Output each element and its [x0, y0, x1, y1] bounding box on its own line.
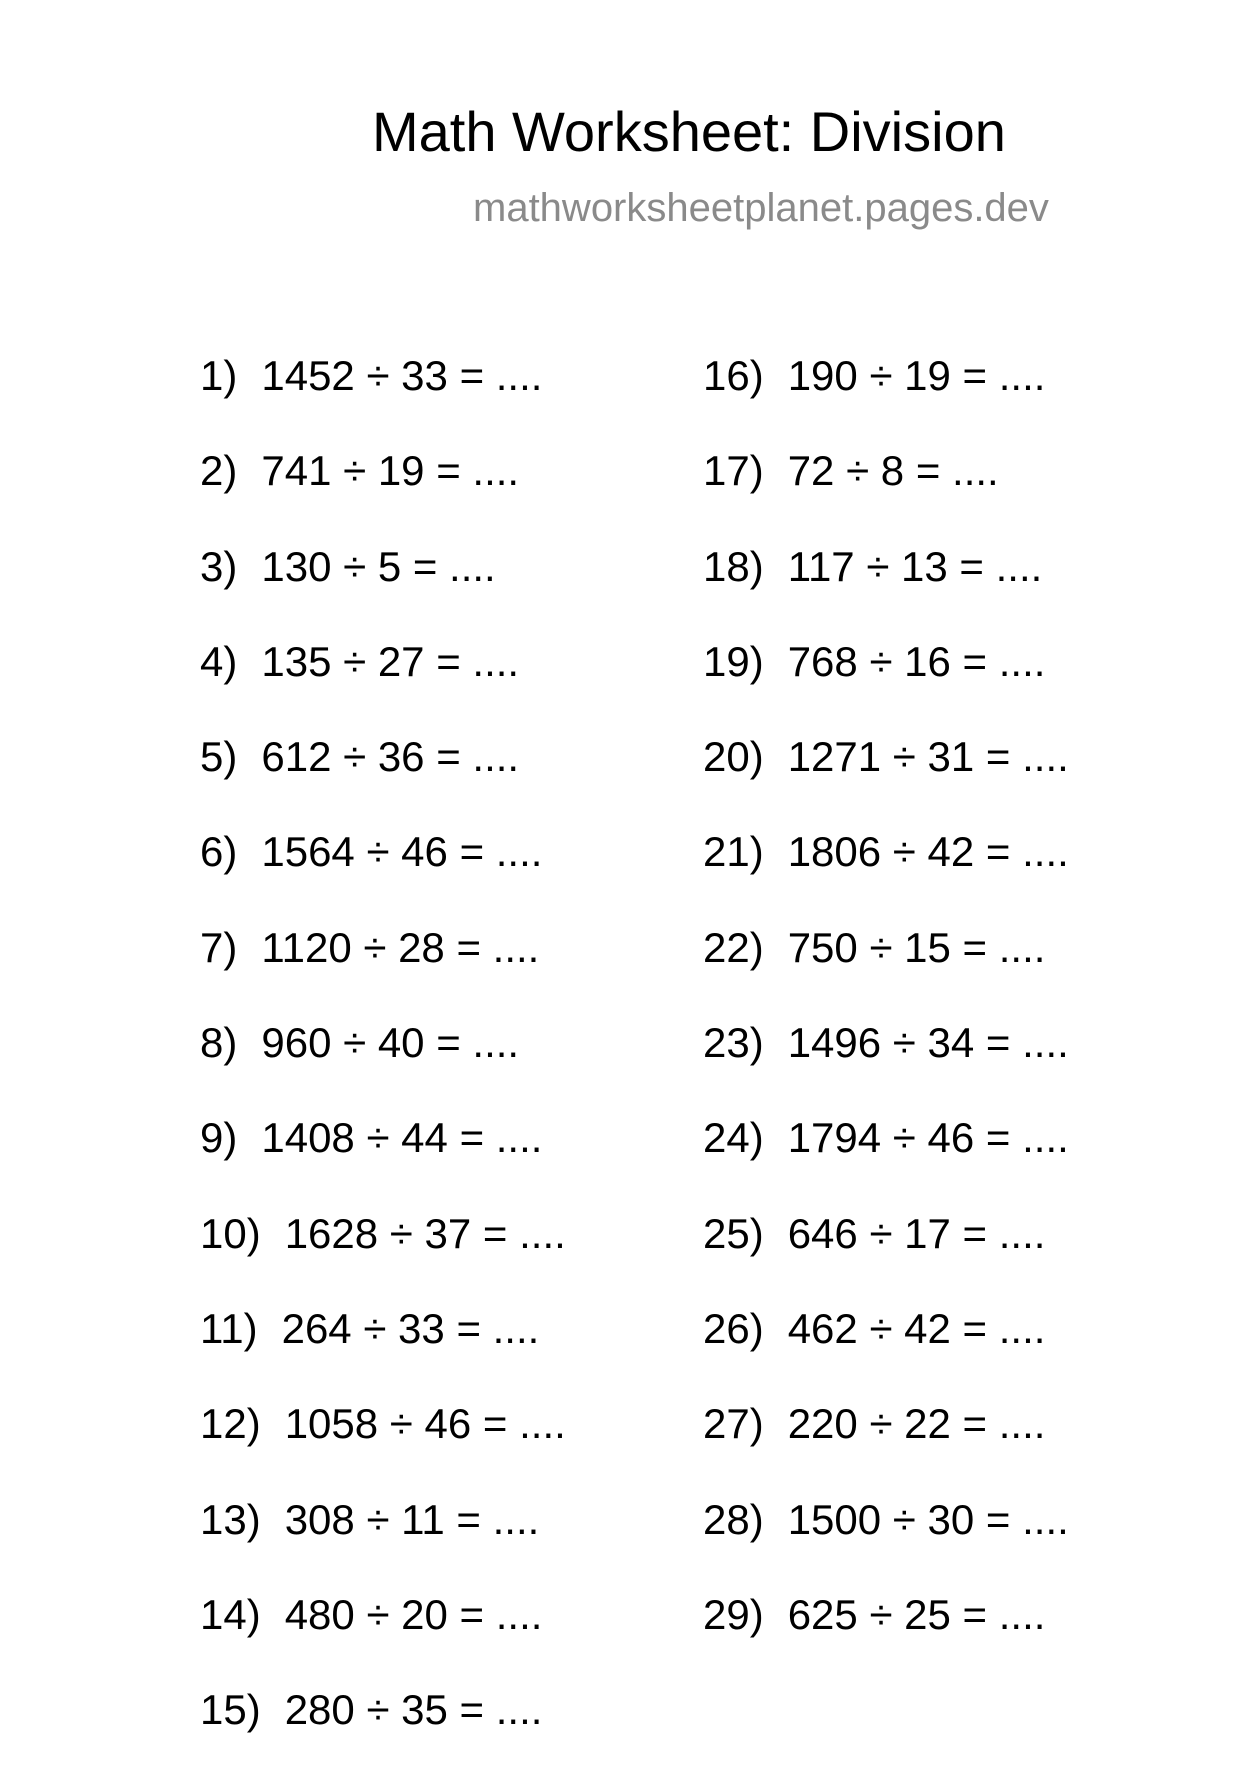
problem-number: 14)	[200, 1590, 261, 1638]
page-title: Math Worksheet: Division	[372, 100, 1006, 163]
problem-item	[200, 733, 566, 828]
problem-expression: 280 ÷ 35 = ....	[284, 1686, 543, 1734]
problem-item	[703, 447, 1069, 542]
source-url: mathworksheetplanet.pages.dev	[473, 186, 1049, 230]
problem-number: 3)	[200, 542, 238, 590]
problem-expression: 135 ÷ 27 = ....	[261, 637, 520, 685]
problem-item	[703, 1591, 1069, 1686]
problem-item	[200, 1305, 566, 1400]
problem-number: 4)	[200, 637, 238, 685]
problem-item	[703, 543, 1069, 638]
problem-number: 29)	[703, 1590, 764, 1638]
problem-expression: 190 ÷ 19 = ....	[787, 352, 1046, 399]
problem-item	[200, 352, 566, 447]
problem-item	[200, 1591, 566, 1686]
problem-item	[703, 638, 1069, 733]
problem-number: 18)	[703, 542, 764, 590]
problem-item	[703, 1400, 1069, 1495]
problem-expression: 1496 ÷ 34 = ....	[787, 1019, 1069, 1067]
problem-item	[703, 1210, 1069, 1305]
problem-item	[200, 1496, 566, 1591]
problem-item	[703, 733, 1069, 828]
problem-item	[200, 1019, 566, 1114]
problem-expression: 741 ÷ 19 = ....	[261, 447, 520, 495]
problem-expression: 462 ÷ 42 = ....	[787, 1304, 1046, 1352]
problem-expression: 768 ÷ 16 = ....	[787, 637, 1046, 685]
problem-expression: 1120 ÷ 28 = ....	[261, 923, 540, 971]
problem-expression: 625 ÷ 25 = ....	[787, 1590, 1046, 1638]
problem-number: 21)	[703, 828, 764, 876]
problem-number: 5)	[200, 733, 238, 781]
problem-number: 20)	[703, 733, 764, 781]
problem-expression: 960 ÷ 40 = ....	[261, 1019, 520, 1067]
problem-item	[200, 1400, 566, 1495]
problem-expression: 220 ÷ 22 = ....	[787, 1400, 1046, 1448]
problem-expression: 1794 ÷ 46 = ....	[787, 1114, 1069, 1162]
problem-number: 27)	[703, 1400, 764, 1448]
problem-number: 16)	[703, 352, 764, 399]
problem-expression: 1564 ÷ 46 = ....	[261, 828, 543, 876]
problem-expression: 308 ÷ 11 = ....	[284, 1495, 540, 1543]
problem-expression: 646 ÷ 17 = ....	[787, 1209, 1046, 1257]
problem-expression: 72 ÷ 8 = ....	[787, 447, 999, 495]
problem-item	[703, 1114, 1069, 1209]
problem-item	[200, 924, 566, 1019]
problem-expression: 1058 ÷ 46 = ....	[284, 1400, 566, 1448]
problem-item	[200, 638, 566, 733]
problem-expression: 117 ÷ 13 = ....	[787, 542, 1043, 590]
problem-number: 17)	[703, 447, 764, 495]
problem-item	[703, 828, 1069, 923]
problem-item	[703, 1019, 1069, 1114]
problem-number: 22)	[703, 923, 764, 971]
problem-number: 28)	[703, 1495, 764, 1543]
problem-item	[200, 543, 566, 638]
problem-expression: 1806 ÷ 42 = ....	[787, 828, 1069, 876]
problem-number: 13)	[200, 1495, 261, 1543]
problem-number: 9)	[200, 1114, 238, 1162]
problem-item	[703, 924, 1069, 1019]
problem-number: 23)	[703, 1019, 764, 1067]
problem-item	[200, 1114, 566, 1209]
problem-expression: 1500 ÷ 30 = ....	[787, 1495, 1069, 1543]
problem-number: 1)	[200, 352, 238, 399]
problem-expression: 480 ÷ 20 = ....	[284, 1590, 543, 1638]
problem-number: 7)	[200, 923, 238, 971]
problem-expression: 750 ÷ 15 = ....	[787, 923, 1046, 971]
problem-item	[703, 352, 1069, 447]
problem-expression: 264 ÷ 33 = ....	[281, 1304, 540, 1352]
problem-number: 6)	[200, 828, 238, 876]
problem-column-right	[703, 352, 1069, 1686]
problem-expression: 1271 ÷ 31 = ....	[787, 733, 1069, 781]
problem-number: 12)	[200, 1400, 261, 1448]
problem-number: 11)	[200, 1304, 258, 1352]
problem-number: 10)	[200, 1209, 261, 1257]
problem-number: 19)	[703, 637, 764, 685]
problem-expression: 130 ÷ 5 = ....	[261, 542, 496, 590]
problem-number: 25)	[703, 1209, 764, 1257]
problem-expression: 1408 ÷ 44 = ....	[261, 1114, 543, 1162]
problem-item	[200, 447, 566, 542]
problem-column-left	[200, 352, 566, 1781]
problem-expression: 612 ÷ 36 = ....	[261, 733, 520, 781]
problem-expression: 1452 ÷ 33 = ....	[261, 352, 543, 399]
problem-expression: 1628 ÷ 37 = ....	[284, 1209, 566, 1257]
problem-item	[200, 1686, 566, 1781]
problem-number: 2)	[200, 447, 238, 495]
problem-item	[200, 1210, 566, 1305]
problem-item	[200, 828, 566, 923]
problem-number: 26)	[703, 1304, 764, 1352]
problem-number: 15)	[200, 1686, 261, 1734]
problem-number: 8)	[200, 1019, 238, 1067]
problem-item	[703, 1305, 1069, 1400]
problem-number: 24)	[703, 1114, 764, 1162]
problem-item	[703, 1496, 1069, 1591]
